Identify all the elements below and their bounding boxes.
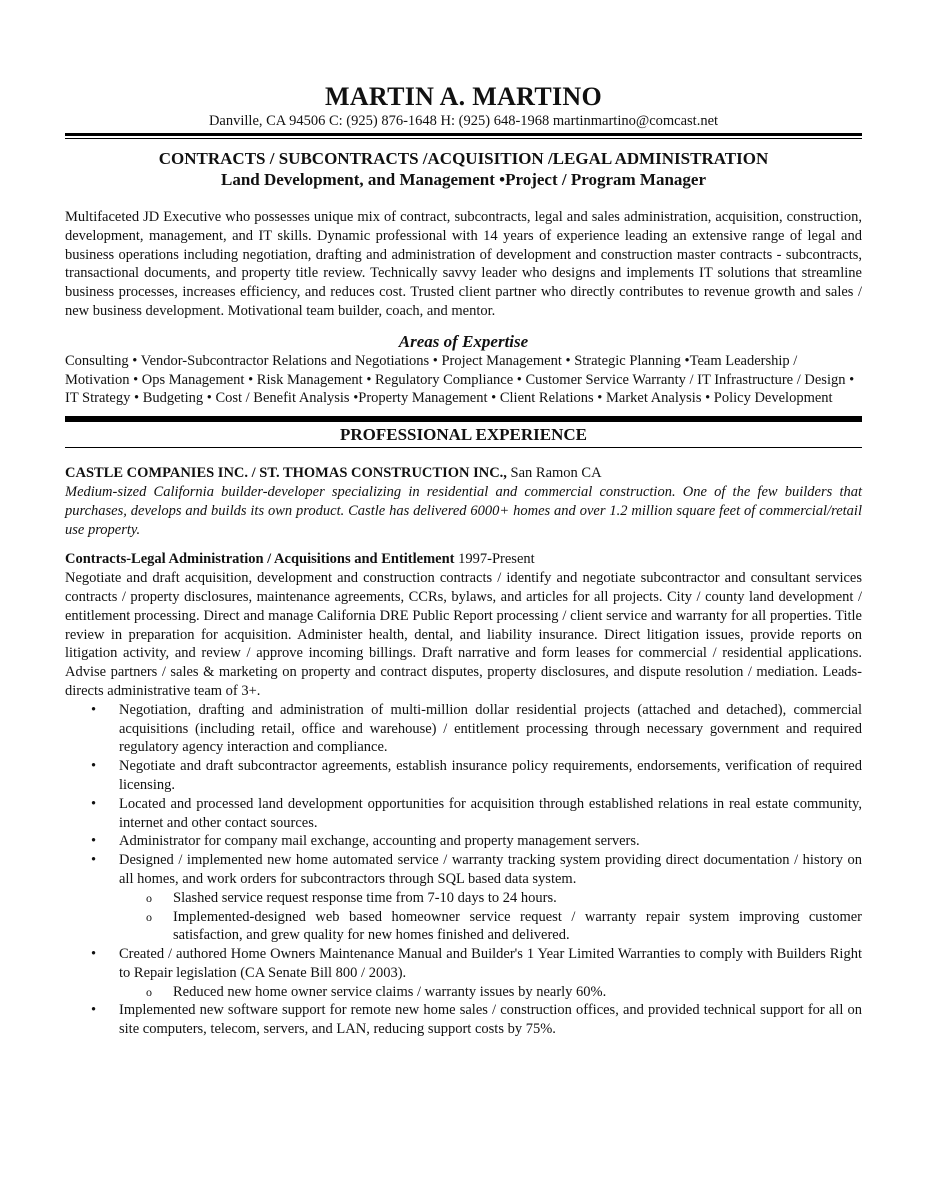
list-item: • Negotiation, drafting and administration of multi-million dollar residential projects (attached and detached), commercial acquisitions (including retail, office and warehouse) / entitlement processing through necessary government and required regulatory agency interaction and compliance. [91,701,862,756]
sub-achievement-list [119,983,862,1002]
expertise-heading: Areas of Expertise [398,331,529,351]
company-description: Medium-sized California builder-developer specializing in residential and commercial construction. One of the few builders that purchases, develops and builds its own product. Castle has delivered 6000+ homes and over 1.2 million square feet of commercial/retail use property. [65,483,862,538]
bullet-icon: • [91,795,97,812]
section-underline [65,447,862,448]
list-item: • Located and processed land development opportunities for acquisition through established relations in real estate community, internet and other contact sources. [91,795,862,831]
sub-list-item: o Slashed service request response time from 7-10 days to 24 hours. [146,889,557,906]
candidate-name: MARTIN A. MARTINO [325,82,602,111]
list-item: • Negotiate and draft subcontractor agreements, establish insurance policy requirements, endorsements, verification of required licensing. [91,758,862,793]
sub-bullet-icon: o [146,909,152,924]
bullet-icon: • [91,946,97,963]
list-item: • Designed / implemented new home automated service / warranty tracking system providing direct documentation / history on all homes, and work orders for subcontractors through SQL based data system. o Slashed service request response time from 7-10 days to 24 hours. o Implemented-designed web based homeowner service request / warranty repair system improving customer satisfaction, and grew quality for new homes finished and delivered. [91,852,862,944]
bullet-icon: • [91,1002,97,1019]
role-title: Contracts-Legal Administration / Acquisitions and Entitlement [65,551,455,568]
role-dates: 1997-Present [458,551,535,568]
bullet-icon: • [91,701,97,718]
sub-bullet-icon: o [146,984,152,999]
sub-list-item: o Reduced new home owner service claims / warranty issues by nearly 60%. [146,983,607,1000]
header-divider [65,133,862,139]
expertise-list: Consulting • Vendor-Subcontractor Relations and Negotiations • Project Management • Strategic Planning •Team Leadership / Motivation • Ops Management • Risk Management • Regulatory Compliance • Customer Service Warranty / IT Infrastructure / Design • IT Strategy • Budgeting • Cost / Benefit Analysis •Property Management • Client Relations • Market Analysis • Policy Development [65,352,855,407]
resume-page [65,82,862,1039]
role-line [65,550,862,569]
contact-line: Danville, CA 94506 C: (925) 876-1648 H: (925) 648-1968 martinmartino@comcast.net [208,113,719,129]
section-divider [65,416,862,422]
summary-paragraph: Multifaceted JD Executive who possesses unique mix of contract, subcontracts, legal and sales administration, acquisition, construction, development, management, and IT skills. Dynamic professional with 14 years of experience leading an extensive range of legal and business operations including negotiation, drafting and administration of development and construction master contracts - subcontracts, transactional documents, and property title review. Technically savvy leader who designs and implements IT solutions that streamline business processes, increases efficiency, and reduces cost. Trusted client partner who directly contributes to revenue growth and sales / new business development. Motivational team builder, coach, and mentor. [65,209,862,319]
role-description: Negotiate and draft acquisition, development and construction contracts / identify and negotiate subcontractor and consultant services contracts / property disclosures, maintenance agreements, CCRs, bylaws, and articles for all projects. City / county land development / entitlement processing. Direct and manage California DRE Public Report processing / client service and warranty for all properties. Title review in preparation for acquisition. Administer health, dental, and liability insurance. Direct litigation issues, provide reports on litigation activity, and review / approve incoming billings. Draft narrative and form leases for commercial / residential applications. Advise partners / sales & marketing on property and contract disputes, property disclosures, and dispute resolution / mediation. Leads-directs administrative team of 3+. [65,570,862,699]
company-name: CASTLE COMPANIES INC. / ST. THOMAS CONSTRUCTION INC., [65,465,507,482]
bullet-icon: • [91,833,97,850]
sub-bullet-icon: o [146,890,152,905]
list-item: • Administrator for company mail exchange, accounting and property management servers. [91,833,640,850]
company-line [65,464,862,483]
achievement-list [65,701,862,1039]
list-item: • Implemented new software support for remote new home sales / construction offices, and provided technical support for all on site computers, telecom, servers, and LAN, reducing support costs by 75%. [91,1002,862,1038]
list-item: • Created / authored Home Owners Maintenance Manual and Builder's 1 Year Limited Warranties to comply with Builders Right to Repair legislation (CA Senate Bill 800 / 2003). o Reduced new home owner service claims / warranty issues by nearly 60%. [91,946,862,1000]
company-location: San Ramon CA [510,465,602,482]
experience-heading: PROFESSIONAL EXPERIENCE [339,425,588,445]
sub-list-item: o Implemented-designed web based homeowner service request / warranty repair system improving customer satisfaction, and grew quality for new homes finished and delivered. [146,908,862,944]
bullet-icon: • [91,852,97,869]
bullet-icon: • [91,758,97,775]
headline-secondary: Land Development, and Management •Project / Program Manager [220,170,707,189]
sub-achievement-list [119,889,862,945]
headline-primary: CONTRACTS / SUBCONTRACTS /ACQUISITION /LEGAL ADMINISTRATION [158,149,769,168]
